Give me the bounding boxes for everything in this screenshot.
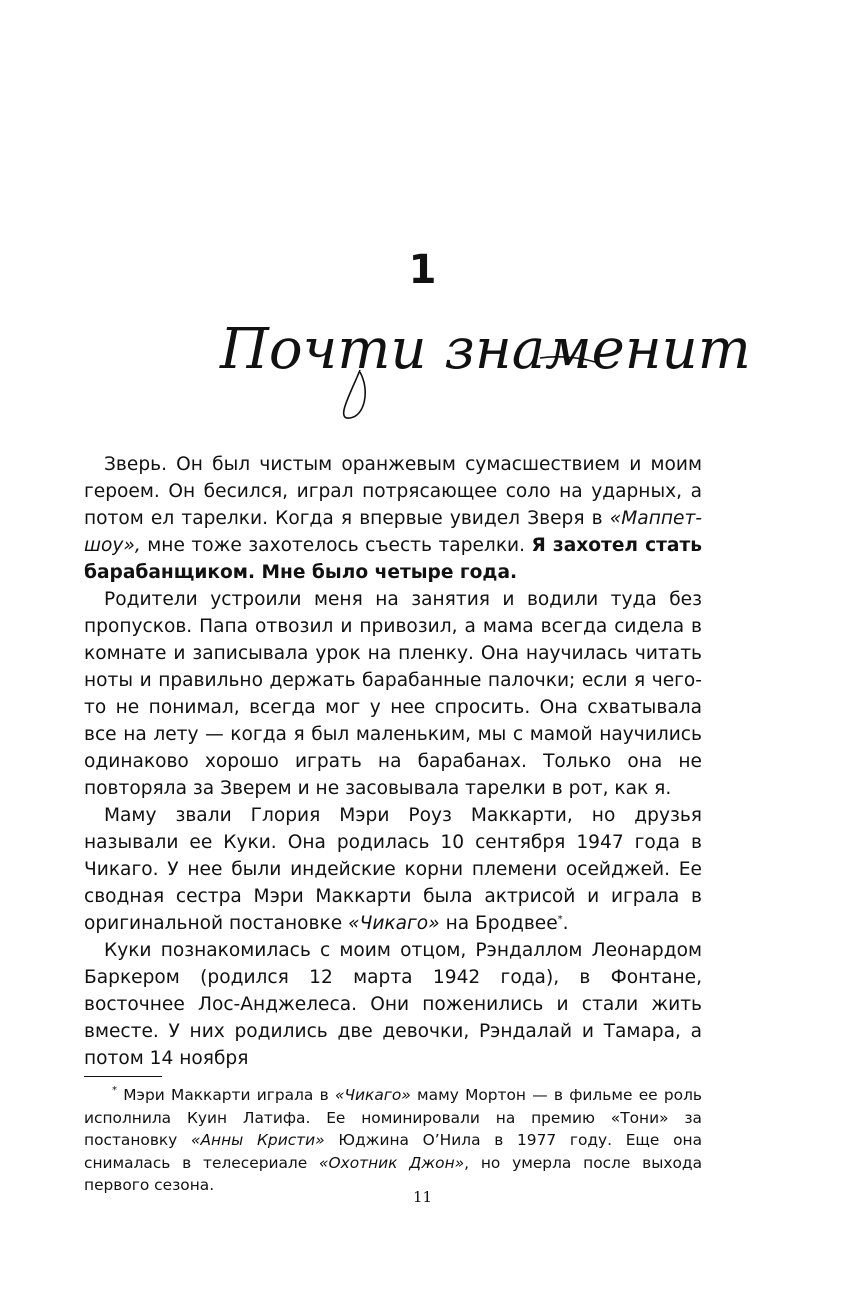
chapter-title xyxy=(210,300,751,430)
footnote-marker: * xyxy=(557,914,563,925)
text-segment: «Охотник Джон» xyxy=(319,1153,465,1172)
text-segment: маму Мортон — в фильме ее роль исполнила Куин Латифа. Ее номинировали на премию «Тони» за постановку xyxy=(84,1086,703,1149)
text-segment: Юджина О’Нила в 1977 году. Еще она снималась в телесериале xyxy=(84,1131,702,1172)
text-segment: «Анны Кристи» xyxy=(191,1131,325,1149)
text-segment: «Чикаго» xyxy=(334,1086,411,1104)
text-segment: , но умерла после выхода первого сезона. xyxy=(84,1153,703,1194)
text-segment: Я захотел стать барабанщиком. Мне было четыре года. xyxy=(84,535,702,583)
footnote-marker: * xyxy=(112,1085,117,1096)
text-segment: Мэри Маккарти играла в xyxy=(117,1086,335,1104)
footnote xyxy=(84,1084,702,1197)
footnote-text xyxy=(84,1084,702,1197)
main-text xyxy=(84,451,702,1072)
text-segment: Маму звали Глория Мэри Роуз Маккарти, но друзья называли ее Куки. Она родилась 10 сентября 1947 года в Чикаго. У нее были индейские корни племени осейджей. Ее сводная сестра Мэри Маккарти была актрисой и играла в оригинальной постановке xyxy=(84,805,702,934)
footnote-divider xyxy=(84,1076,162,1077)
paragraph xyxy=(84,451,702,586)
text-segment: «Маппет-шоу», xyxy=(84,508,702,556)
chapter-title-text: Почти знаменит xyxy=(220,317,751,382)
text-segment: Куки познакомилась с моим отцом, Рэндаллом Леонардом Баркером (родился 12 марта 1942 года), в Фонтане, восточнее Лос-Анджелеса. Они поженились и стали жить вместе. У них родились две девочки, Рэндалай и Тамара, а потом 14 ноября xyxy=(84,940,702,1069)
paragraph xyxy=(84,586,702,802)
text-segment: «Чикаго» xyxy=(348,913,440,934)
paragraph xyxy=(84,802,702,937)
text-segment: на Бродвее xyxy=(439,913,558,934)
page-number: 11 xyxy=(412,1188,433,1206)
chapter-number: 1 xyxy=(408,247,437,293)
text-segment: . xyxy=(562,913,569,934)
text-segment: Зверь. Он был чистым оранжевым сумасшествием и моим героем. Он бесился, играл потрясающее соло на ударных, а потом ел тарелки. Когда я впервые увидел Зверя в xyxy=(84,454,702,529)
chapter-title-script xyxy=(210,300,751,430)
text-segment: мне тоже захотелось съесть тарелки. xyxy=(140,535,532,556)
paragraph xyxy=(84,937,702,1072)
text-segment: Родители устроили меня на занятия и водили туда без пропусков. Папа отвозил и привозил, а мама всегда сидела в комнате и записывала урок на пленку. Она научилась читать ноты и правильно держать барабанные палочки; если я чего-то не понимал, всегда мог у нее спросить. Она схватывала все на лету — когда я был маленьким, мы с мамой научились одинаково хорошо играть на барабанах. Только она не повторяла за Зверем и не засовывала тарелки в рот, как я. xyxy=(84,589,702,799)
